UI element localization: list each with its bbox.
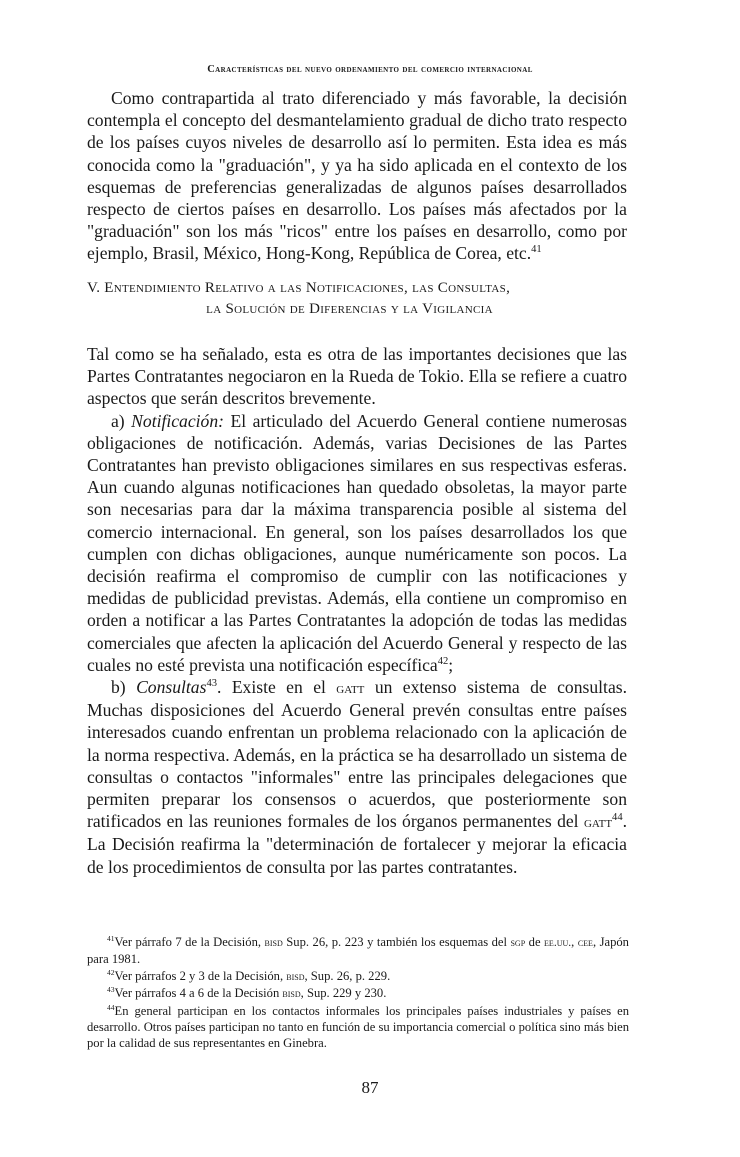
item-b-label: b) <box>111 677 126 698</box>
running-head: Características del nuevo ordenamiento del comercio internacional <box>207 64 533 75</box>
gatt-abbrev-1: gatt <box>336 679 365 698</box>
item-a-end: ; <box>448 654 454 675</box>
footnote-41 <box>87 934 629 968</box>
footnote-ref-42: 42 <box>437 655 449 667</box>
footnote-ref-43: 43 <box>206 678 218 690</box>
footnote-42-number: 42 <box>107 967 115 977</box>
item-a-text: El articulado del Acuerdo General contiene numerosas obligaciones de notificación. Además, varias Decisiones de las Partes Contratantes han previsto obligaciones similares en sus respectivas esferas. Aun cuando algunas notificaciones han quedado obsoletas, la mayor parte son necesarias para dar la máxima transparencia posible al sistema del comercio internacional. En general, son los países desarrollados los que cumplen con dichas obligaciones, aunque numéricamente son pocos. La decisión reafirma el compromiso de cumplir con las notificaciones y medidas de publicidad previstas. Además, ella contiene un compromiso en orden a notificar a las Partes Contratantes la adopción de todas las medidas comerciales que afecten la aplicación del Acuerdo General y respecto de las cuales no esté prevista una notificación específica <box>87 410 627 675</box>
footnote-41-cee: cee <box>577 936 593 949</box>
item-b-text-1: . Existe en el <box>217 677 326 698</box>
footnote-41-bisd: bisd <box>264 936 283 949</box>
paragraph-1-text: Como contrapartida al trato diferenciado y más favorable, la decisión contempla el concepto del desmantelamiento gradual de dicho trato respecto de los países cuyos niveles de desarrollo así lo permiten. Esta idea es más conocida como la "graduación", y ya ha sido aplicada en el contexto de los esquemas de preferencias generalizadas de algunos países desarrollados respecto de ciertos países en desarrollo. Los países más afectados por la "graduación" son los más "ricos" entre los países en desarrollo, como por ejemplo, Brasil, México, Hong-Kong, República de Corea, etc. <box>87 88 627 264</box>
footnote-41-text-b: Sup. 26, p. 223 y también los esquemas del <box>286 935 507 949</box>
paragraph-graduacion <box>87 87 627 265</box>
footnote-42 <box>87 968 629 985</box>
footnote-43-text-a: Ver párrafos 4 a 6 de la Decisión <box>114 986 280 1001</box>
footnote-ref-41: 41 <box>531 244 542 256</box>
footnote-41-text-d: , <box>571 935 575 949</box>
item-a-title: Notificación: <box>131 410 224 431</box>
footnote-41-text-c: de <box>528 935 541 949</box>
footnote-44 <box>87 1003 629 1052</box>
footnote-41-text-e: , Japón para 1981. <box>87 935 629 967</box>
footnote-42-text-a: Ver párrafos 2 y 3 de la Decisión, <box>114 968 284 983</box>
footnote-43-bisd: bisd <box>282 987 301 1001</box>
footnote-41-eeuu: ee.uu. <box>544 936 572 949</box>
paragraph-intro: Tal como se ha señalado, esta es otra de las importantes decisiones que las Partes Contratantes negociaron en la Rueda de Tokio. Ella se refiere a cuatro aspectos que serán descritos brevemente. <box>87 344 627 409</box>
footnote-44-text: En general participan en los contactos informales los principales países industriales y países en desarrollo. Otros países participan no tanto en función de su importancia comercial o política sino más bien por la calidad de sus representantes en Ginebra. <box>87 1003 629 1051</box>
footnote-41-number: 41 <box>107 933 115 943</box>
item-b-text-2: un extenso sistema de consultas. Muchas disposiciones del Acuerdo General prevén consultas entre países interesados cuando enfrentan un problema relacionado con la aplicación de la norma respectiva. Además, en la práctica se ha desarrollado un sistema de consultas o contactos "informales" entre las principales delegaciones que permiten preparar los consensos o acuerdos, que posteriormente son ratificados en las reuniones formales de los órganos permanentes del <box>87 677 627 832</box>
section-body <box>87 343 627 878</box>
footnote-ref-44: 44 <box>612 812 623 824</box>
item-b-text-3: . La Decisión reafirma la "determinación de fortalecer y mejorar la eficacia de los procedimientos de consulta por las partes contratantes. <box>87 811 627 877</box>
page-number: 87 <box>361 1078 379 1097</box>
footnote-43 <box>87 985 629 1002</box>
footnote-43-text-b: , Sup. 229 y 230. <box>300 986 387 1001</box>
footnotes <box>87 934 629 1052</box>
footnote-41-text-a: Ver párrafo 7 de la Decisión, <box>114 935 262 949</box>
item-b-title: Consultas <box>136 677 207 698</box>
footnote-43-number: 43 <box>107 985 115 995</box>
footnote-41-sgp: sgp <box>510 936 526 949</box>
gatt-abbrev-2: gatt <box>583 813 613 832</box>
section-heading <box>87 278 632 320</box>
section-heading-line-2: la Solución de Diferencias y la Vigilancia <box>206 301 493 317</box>
footnote-42-text-b: , Sup. 26, p. 229. <box>304 968 391 983</box>
item-a-label: a) <box>111 410 125 431</box>
footnote-44-number: 44 <box>107 1002 115 1012</box>
footnote-42-bisd: bisd <box>286 969 305 983</box>
item-notificacion <box>87 410 627 676</box>
item-consultas <box>87 676 627 878</box>
section-heading-line-1: V. Entendimiento Relativo a las Notificaciones, las Consultas, <box>87 280 511 296</box>
